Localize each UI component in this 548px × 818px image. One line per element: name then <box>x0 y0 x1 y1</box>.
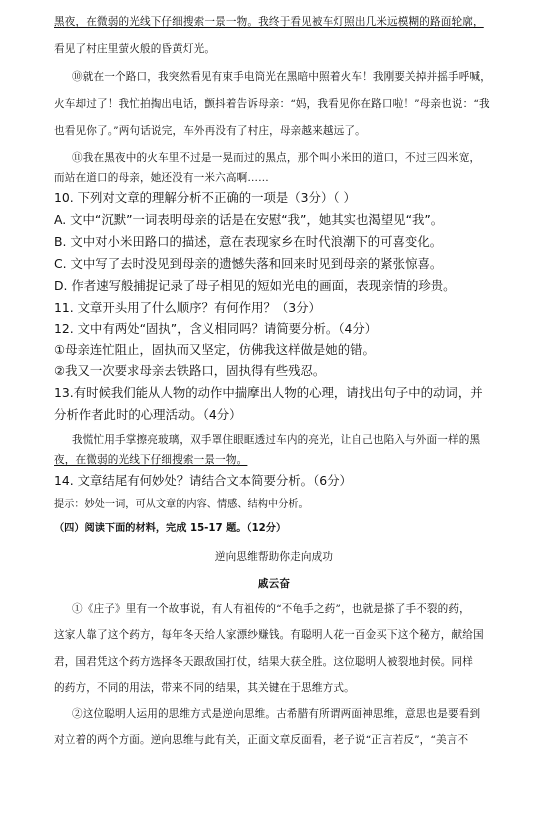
question-14: 14. 文章结尾有何妙处？请结合文本简要分析。（6分） <box>54 473 352 488</box>
option-d: D. 作者速写般捕捉记录了母子相见的短如光电的画面，表现亲情的珍贵。 <box>54 278 456 293</box>
article-title: 逆向思维帮助你走向成功 <box>214 551 334 563</box>
paragraph-10-line: 也看见你了。”两句话说完，车外再没有了村庄，母亲越来越远了。 <box>54 125 366 137</box>
question-13: 13.有时候我们能从人物的动作中揣摩出人物的心理，请找出句子中的动词，并 <box>54 385 483 400</box>
answer-tip: 提示：妙处一词，可从文章的内容、情感、结构中分析。 <box>54 499 309 510</box>
question-13-quote: 夜，在微弱的光线下仔细搜索一景一物。 <box>54 454 248 466</box>
paragraph-10-line: ⑩就在一个路口，我突然看见有束手电筒光在黑暗中照着火车！我刚要关掉并摇手呼喊， <box>72 71 492 83</box>
option-b: B. 文中对小米田路口的描述，意在表现家乡在时代浪潮下的可喜变化。 <box>54 234 443 249</box>
paragraph-11-line: 而站在道口的母亲，她还没有一米六高啊…… <box>54 172 269 184</box>
paragraph-11-line: ⑪我在黑夜中的火车里不过是一晃而过的黑点，那个叫小米田的道口，不过三四米宽， <box>72 152 481 164</box>
question-11: 11. 文章开头用了什么顺序？有何作用？（3分） <box>54 300 321 315</box>
question-13: 分析作者此时的心理活动。（4分） <box>54 407 242 422</box>
article-author: 戚云奋 <box>257 578 291 590</box>
question-12: 12. 文中有两处“固执”，含义相同吗？请简要分析。（4分） <box>54 321 378 336</box>
option-c: C. 文中写了去时没见到母亲的遗憾失落和回来时见到母亲的紧张惊喜。 <box>54 256 443 271</box>
article-paragraph-2: 对立着的两个方面。逆向思维与此有关，正面文章反面看，老子说“正言若反”，“美言不 <box>54 734 469 746</box>
story-line: 看见了村庄里萤火般的昏黄灯光。 <box>54 43 216 55</box>
paragraph-10-line: 火车却过了！我忙拍掏出电话，颤抖着告诉母亲：“妈，我看见你在路口啦！”母亲也说：“我 <box>54 98 490 110</box>
question-12-item: ②我又一次要求母亲去铁路口，固执得有些残忍。 <box>54 363 326 378</box>
article-paragraph-1: 的药方，不同的用法，带来不同的结果，其关键在于思维方式。 <box>54 682 355 694</box>
article-paragraph-1: 这家人靠了这个药方，每年冬天给人家漂纱赚钱。有聪明人花一百金买下这个秘方，献给国 <box>54 629 484 641</box>
question-10: 10. 下列对文章的理解分析不正确的一项是（3分）（ ） <box>54 190 356 205</box>
question-13-quote: 我慌忙用手掌擦亮玻璃，双手罩住眼眶透过车内的亮光，让自己也陷入与外面一样的黑 <box>72 434 481 446</box>
article-paragraph-1: ①《庄子》里有一个故事说，有人有祖传的“不龟手之药”，也就是搽了手不裂的药， <box>72 603 470 615</box>
story-line: 黑夜，在微弱的光线下仔细搜索一景一物。我终于看见被车灯照出几米远模糊的路面轮廓， <box>54 16 484 28</box>
article-paragraph-2: ②这位聪明人运用的思维方式是逆向思维。古希腊有所谓两面神思维，意思也是要看到 <box>72 708 481 720</box>
question-12-item: ①母亲连忙阻止，固执而又坚定，仿佛我这样做是她的错。 <box>54 342 375 357</box>
section-4-heading: （四）阅读下面的材料，完成 15-17 题。（12分） <box>54 523 287 534</box>
option-a: A. 文中“沉默”一词表明母亲的话是在安慰“我”，她其实也渴望见“我”。 <box>54 212 444 227</box>
article-paragraph-1: 君，国君凭这个药方选择冬天跟敌国打仗，结果大获全胜。这位聪明人被裂地封侯。同样 <box>54 656 474 668</box>
